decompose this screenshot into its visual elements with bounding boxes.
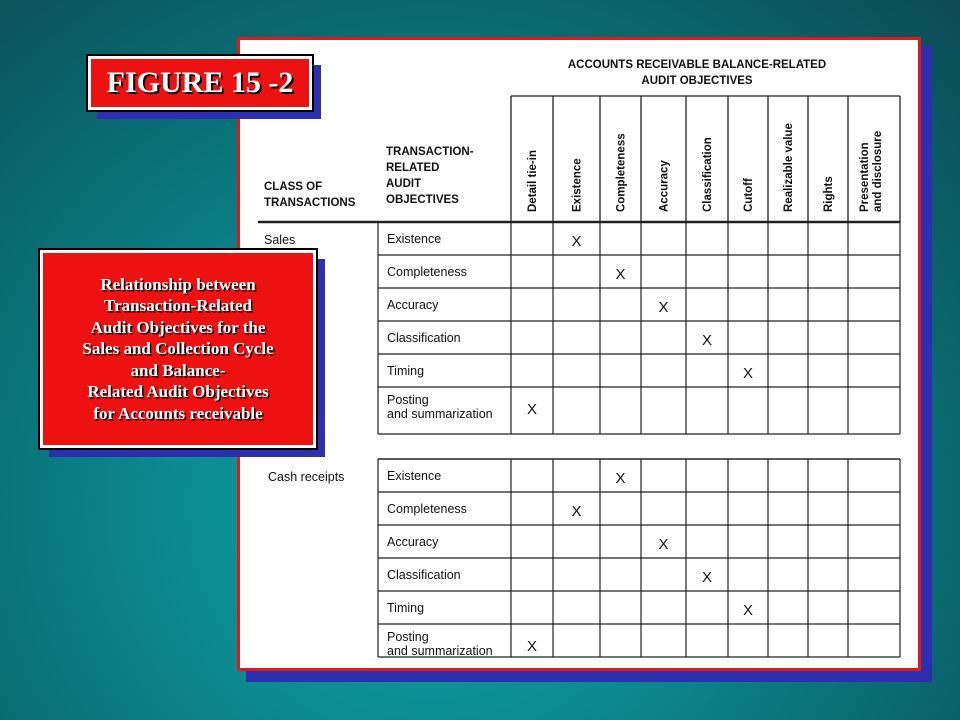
column-header: Classification (702, 137, 714, 212)
table-title: ACCOUNTS RECEIVABLE BALANCE-RELATED (567, 59, 827, 71)
row-label: and summarization (387, 644, 493, 658)
row-label: Existence (387, 469, 442, 483)
x-mark: X (571, 503, 582, 520)
row-label: Classification (387, 568, 461, 582)
x-mark: X (527, 638, 538, 655)
group-label: Cash receipts (268, 470, 345, 484)
column-header: Accuracy (658, 160, 671, 212)
caption-line: Audit Objectives for the (90, 317, 266, 337)
class-header: TRANSACTIONS (264, 197, 356, 209)
transaction-header: AUDIT (386, 178, 422, 190)
row-label: Posting (387, 393, 429, 407)
row-label: Classification (387, 331, 461, 345)
row-label: Existence (387, 232, 442, 246)
class-header: CLASS OF (264, 181, 323, 193)
row-label: Accuracy (387, 535, 439, 549)
transaction-header: TRANSACTION- (386, 146, 474, 158)
transaction-header: OBJECTIVES (386, 194, 459, 206)
x-mark: X (658, 536, 669, 553)
table-svg (240, 40, 921, 671)
x-mark: X (743, 602, 754, 619)
column-header: Presentation (859, 142, 871, 212)
x-mark: X (527, 401, 538, 418)
row-label: Completeness (387, 265, 467, 279)
caption-line: Relationship between (100, 274, 256, 294)
group-label: Sales (264, 233, 296, 247)
row-label: Timing (387, 601, 425, 615)
caption-line: Related Audit Objectives (87, 382, 269, 402)
row-label: Accuracy (387, 298, 439, 312)
column-header: Realizable value (783, 123, 795, 212)
caption-box (40, 250, 316, 448)
table-title: AUDIT OBJECTIVES (641, 75, 753, 87)
transaction-header: RELATED (386, 162, 440, 174)
x-mark: X (743, 365, 754, 382)
x-mark: X (702, 332, 713, 349)
x-mark: X (615, 266, 626, 283)
row-label: Timing (387, 364, 425, 378)
column-header: Cutoff (743, 178, 755, 212)
x-mark: X (615, 470, 626, 487)
column-header: Detail tie-in (527, 150, 539, 212)
x-mark: X (658, 299, 669, 316)
caption-line: for Accounts receivable (93, 403, 263, 423)
column-header: Rights (823, 176, 835, 212)
caption-line: Transaction-Related (104, 296, 252, 316)
column-header: Existence (571, 158, 584, 212)
column-header: and disclosure (872, 130, 884, 212)
column-header: Completeness (615, 133, 628, 212)
row-label: Completeness (387, 502, 467, 516)
figure-title: FIGURE 15 -2 (88, 56, 312, 110)
audit-objectives-table (237, 37, 921, 671)
x-mark: X (571, 233, 582, 250)
caption-line: and Balance- (130, 360, 226, 380)
caption-line: Sales and Collection Cycle (82, 339, 274, 359)
row-label: Posting (387, 630, 429, 644)
x-mark: X (702, 569, 713, 586)
row-label: and summarization (387, 407, 493, 421)
